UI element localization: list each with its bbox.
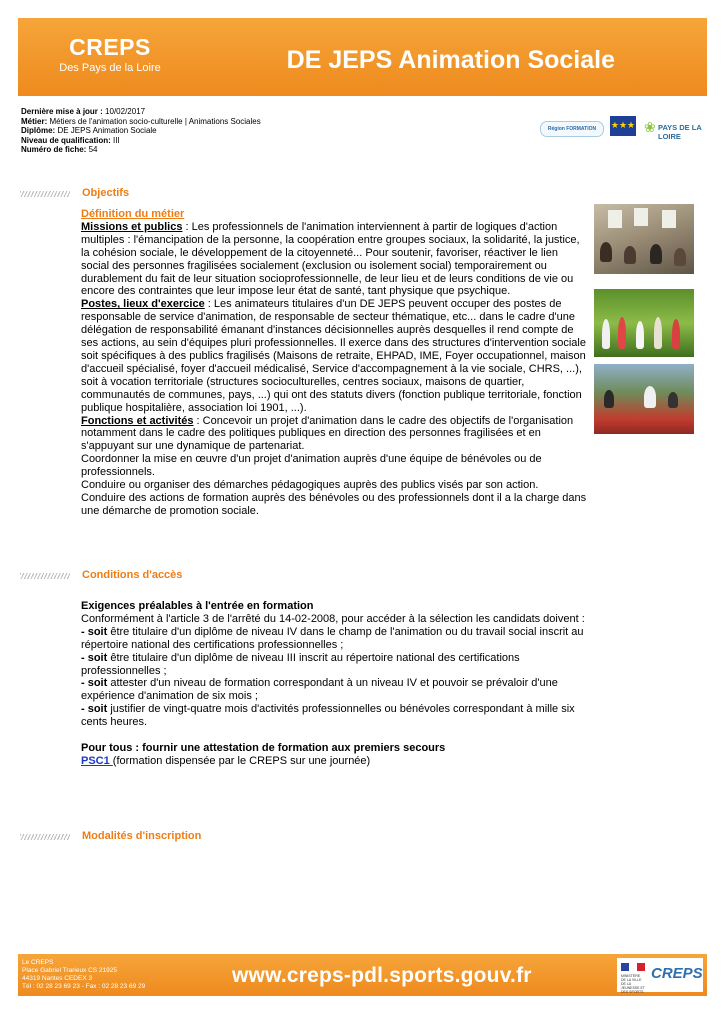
photo-person xyxy=(636,321,644,349)
conditions-intro: Conformément à l'article 3 de l'arrêté du 14-02-2008, pour accéder à la sélection les candidats doivent : xyxy=(81,612,585,625)
fonctions-line-3: Conduire ou organiser des démarches pédagogiques auprès des publics visés par son action. xyxy=(81,479,539,492)
photo-person xyxy=(674,248,686,266)
section-objectifs xyxy=(20,187,320,201)
footer-logos xyxy=(617,958,703,992)
pays-de-la-loire-logo xyxy=(644,117,710,141)
condition-item-2: être titulaire d'un diplôme de niveau III inscrit au répertoire national des certifications professionnelles ; xyxy=(81,651,520,677)
section-conditions xyxy=(20,569,320,583)
fonctions-line-2: Coordonner la mise en œuvre d'un projet d'animation auprès d'une équipe de bénévoles ou de professionnels. xyxy=(81,453,542,479)
postes-label: Postes, lieux d'exercice xyxy=(81,298,205,311)
soit-4: - soit xyxy=(81,703,108,716)
photo-window xyxy=(634,208,648,226)
section-hatch-icon xyxy=(20,191,70,197)
section-hatch-icon xyxy=(20,573,70,579)
soit-3: - soit xyxy=(81,677,108,690)
fiche-metadata xyxy=(21,107,261,155)
exigences-title: Exigences préalables à l'entrée en formation xyxy=(81,600,314,612)
classroom-photo xyxy=(594,204,694,274)
footer-addr-line: Tél : 02 28 23 69 23 - Fax : 02 28 23 69 29 xyxy=(22,983,146,990)
conditions-content xyxy=(81,600,587,768)
psc1-text: (formation dispensée par le CREPS sur une journée) xyxy=(112,754,371,767)
update-label: Dernière mise à jour : xyxy=(21,107,103,116)
metier-value: Métiers de l'animation socio-culturelle | Animations Sociales xyxy=(49,116,261,126)
condition-item-4: justifier de vingt-quatre mois d'activités professionnelles ou bénévoles correspondant à mille six cents heures. xyxy=(81,703,575,729)
secours-title: Pour tous : fournir une attestation de formation aux premiers secours xyxy=(81,742,446,755)
soit-1: - soit xyxy=(81,625,108,638)
fonctions-line-4: Conduire des actions de formation auprès des bénévoles ou des professionnels dont il a la charge dans une démarche de promotion sociale. xyxy=(81,491,587,517)
photo-person xyxy=(644,386,656,408)
fonctions-text: : Concevoir un projet d'animation dans le cadre des objectifs de l'organisation notamment dans le cadre des politiques publiques en direction des personnes fragilisées et en s'appuyant sur une dynamique de partenariat. xyxy=(81,414,574,453)
photo-person xyxy=(650,244,662,264)
creps-logo xyxy=(50,35,170,74)
eu-flag-icon: ★★★ xyxy=(610,116,636,136)
niveau-label: Niveau de qualification: xyxy=(21,135,111,145)
photo-person xyxy=(602,319,610,349)
logo-main: CREPS xyxy=(69,34,151,60)
photo-person xyxy=(604,390,614,408)
photo-window xyxy=(608,210,622,228)
objectifs-content xyxy=(81,208,587,518)
photo-person xyxy=(672,319,680,349)
region-leaf-icon: ❀ xyxy=(644,119,656,135)
section-modalites xyxy=(20,830,320,844)
photo-window xyxy=(662,210,676,228)
fiche-value: 54 xyxy=(88,145,98,155)
psc1-link[interactable]: PSC1 xyxy=(81,754,113,767)
section-title-objectifs: Objectifs xyxy=(82,187,130,199)
fonctions-label: Fonctions et activités xyxy=(81,414,194,427)
photo-person xyxy=(654,317,662,349)
photo-person xyxy=(600,242,612,262)
update-value: 10/02/2017 xyxy=(105,107,146,116)
partner-logos xyxy=(540,116,710,142)
diplome-value: DE JEPS Animation Sociale xyxy=(57,126,157,136)
logo-sub: Des Pays de la Loire xyxy=(59,62,161,74)
photo-person xyxy=(624,246,636,264)
footer-addr-line: 44319 Nantes CEDEX 3 xyxy=(22,975,93,982)
footer-addr-line: Place Gabriel Trarieux CS 21925 xyxy=(22,967,118,974)
creps-footer-logo: CREPS xyxy=(651,965,703,982)
footer-address xyxy=(22,959,145,991)
ministere-text: MINISTÈRE DE LA VILLE DE LA JEUNESSE ET DES SPORTS xyxy=(621,974,645,994)
page-title: DE JEPS Animation Sociale xyxy=(286,46,615,74)
page-footer xyxy=(18,954,707,996)
definition-heading: Définition du métier xyxy=(81,208,185,220)
republique-francaise-logo xyxy=(621,963,645,994)
postes-text: : Les animateurs titulaires d'un DE JEPS peuvent occuper des postes de responsable de service d'animation, de responsable de secteur thématique, etc... dans le cadre d'une délégation de responsabilité émanant d'instances décisionnelles auprès desquelles il rend compte de ses actions, au sein d'équipes pluri professionnelles. Il exerce dans des structures d'intervention sociale soit spécifiques à des publics fragilisés (Maisons de retraite, EHPAD, IME, Foyer occupationnel, maison d'accueil spécialisé, foyer d'accueil médicalisé, Service d'accompagnement à la vie sociale, CHRS, ...), soit à vocation territoriale (structures socioculturelles, centres sociaux, maisons de quartier, communautés de communes, pays, ...) qui ont des statuts divers (fonction publique territoriale, fonction publique hospitalière, association loi 1901, ...). xyxy=(81,298,586,414)
footer-addr-line: Le CREPS xyxy=(22,959,54,966)
page-header xyxy=(18,18,707,96)
section-title-conditions: Conditions d'accès xyxy=(82,569,183,581)
pays-de-la-loire-text: PAYS DE LA LOIRE xyxy=(658,123,702,141)
outdoor-group-photo xyxy=(594,289,694,357)
fiche-label: Numéro de fiche: xyxy=(21,145,87,155)
photo-person xyxy=(618,317,626,349)
footer-url[interactable]: www.creps-pdl.sports.gouv.fr xyxy=(232,964,532,987)
niveau-value: III xyxy=(113,135,120,145)
missions-text: : Les professionnels de l'animation interviennent à partir de logiques d'action multiples : l'émancipation de la personne, la coopération entre groupes sociaux, la solidarité, la justice, la cohésion sociale, le développement de la citoyenneté... Pour soutenir, favoriser, réactiver le lien social des personnes fragilisées socialement (exclusion ou isolement social) temporairement ou durablement du fait de leur situation socioprofessionnelle, de leur lieu et de leurs conditions de vie ou encore des contraintes que leur impose leur état de santé, tant physique que psychique. xyxy=(81,220,580,298)
diplome-label: Diplôme: xyxy=(21,126,56,136)
condition-item-1: être titulaire d'un diplôme de niveau IV dans le champ de l'animation ou du travail social inscrit au répertoire national des certifications professionnelles ; xyxy=(81,625,584,651)
condition-item-3: attester d'un niveau de formation correspondant à un niveau IV et pouvoir se prévaloir d'une expérience d'animation de six mois ; xyxy=(81,677,558,703)
section-title-modalites: Modalités d'inscription xyxy=(82,830,202,842)
metier-label: Métier: xyxy=(21,116,48,126)
photo-person xyxy=(668,392,678,408)
missions-label: Missions et publics xyxy=(81,220,183,233)
region-formation-logo: Région FORMATION xyxy=(540,121,604,137)
canoe-photo xyxy=(594,364,694,434)
section-hatch-icon xyxy=(20,834,70,840)
soit-2: - soit xyxy=(81,651,108,664)
